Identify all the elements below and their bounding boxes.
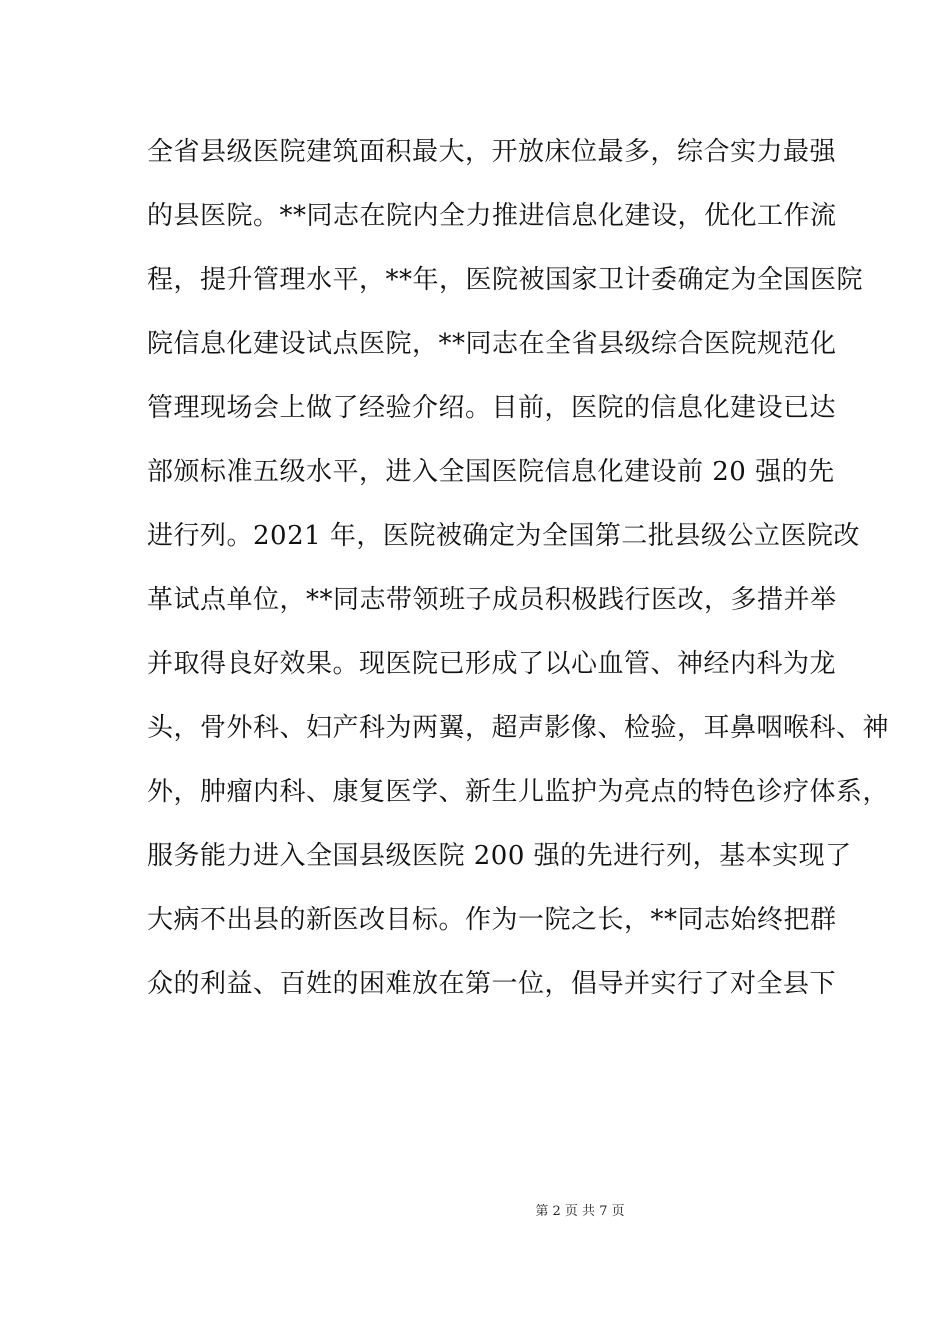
text-line: 大病不出县的新医改目标。作为一院之长，**同志始终把群 [147, 905, 837, 935]
text-line: 全省县级医院建筑面积最大，开放床位最多，综合实力最强 [147, 137, 837, 167]
text-line: 进行列。2021 年，医院被确定为全国第二批县级公立医院改 [147, 521, 860, 551]
text-line: 部颁标准五级水平，进入全国医院信息化建设前 20 强的先 [147, 457, 835, 487]
text-line: 众的利益、百姓的困难放在第一位，倡导并实行了对全县下 [147, 969, 837, 999]
text-line: 头，骨外科、妇产科为两翼，超声影像、检验，耳鼻咽喉科、神 [147, 713, 890, 743]
text-line: 的县医院。**同志在院内全力推进信息化建设，优化工作流 [147, 201, 837, 231]
page-number-footer: 第 2 页 共 7 页 [535, 1204, 625, 1219]
body-text [147, 128, 890, 1024]
text-line: 并取得良好效果。现医院已形成了以心血管、神经内科为龙 [147, 649, 837, 679]
text-line: 革试点单位，**同志带领班子成员积极践行医改，多措并举 [147, 585, 837, 615]
text-line: 服务能力进入全国县级医院 200 强的先进行列，基本实现了 [147, 841, 852, 871]
text-line: 程，提升管理水平，**年，医院被国家卫计委确定为全国医院 [147, 265, 864, 295]
text-line: 外，肿瘤内科、康复医学、新生儿监护为亮点的特色诊疗体系， [147, 777, 890, 807]
text-line: 管理现场会上做了经验介绍。目前，医院的信息化建设已达 [147, 393, 837, 423]
text-line: 院信息化建设试点医院，**同志在全省县级综合医院规范化 [147, 329, 837, 359]
